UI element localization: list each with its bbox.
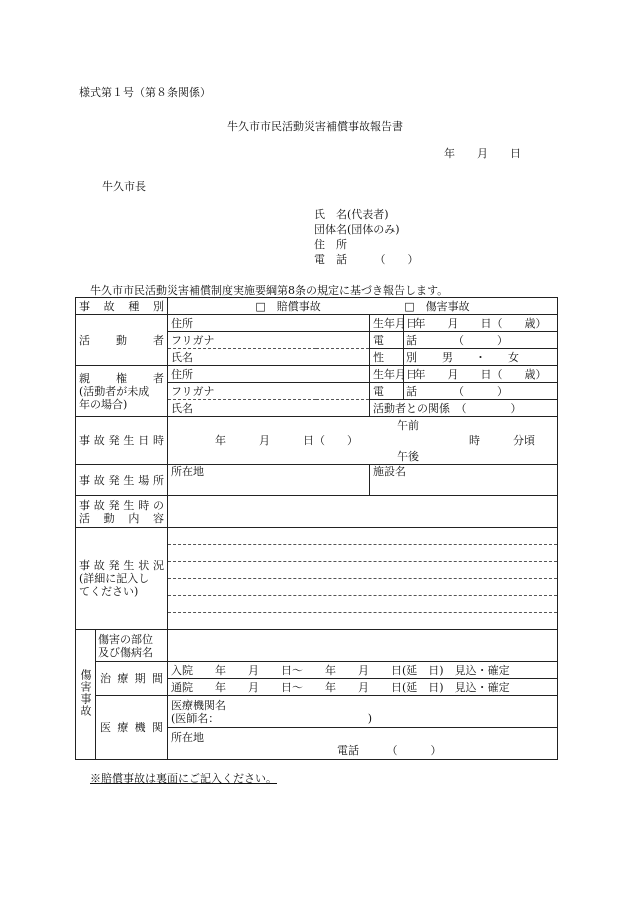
activity-label-line2: 活動内容 — [79, 511, 164, 525]
row-treatment-inpatient — [76, 662, 558, 679]
guardian-phone-field[interactable]: （ ） — [404, 383, 558, 400]
guardian-label — [76, 366, 168, 417]
row-hospital-name — [76, 696, 558, 728]
activist-gender-field[interactable]: 男 ・ 女 — [404, 349, 558, 366]
datetime-field[interactable] — [168, 417, 558, 465]
activity-field[interactable] — [168, 496, 558, 528]
report-form-table — [75, 297, 558, 760]
guardian-birth-label: 生年月日 — [370, 366, 404, 383]
document-title: 牛久市市民活動災害補償事故報告書 — [227, 120, 403, 133]
guardian-label-line2: (活動者が未成 — [79, 384, 150, 398]
situation-line — [168, 596, 557, 613]
situation-label-line3: てください) — [79, 585, 139, 598]
hospital-name-field[interactable] — [168, 696, 558, 728]
guardian-phone-label: 電 話 — [370, 383, 404, 400]
situation-field[interactable] — [168, 528, 558, 630]
hospital-address-text: 所在地 — [171, 730, 204, 744]
hospital-label: 医療機関 — [96, 696, 168, 760]
guardian-name-field[interactable]: 氏名 — [168, 400, 370, 417]
situation-line — [168, 613, 557, 629]
injury-part-label — [96, 630, 168, 662]
situation-label — [76, 528, 168, 630]
outpatient-field[interactable]: 通院 年 月 日～ 年 月 日(延 日) 見込・確定 — [168, 679, 558, 696]
guardian-relation-field[interactable]: 活動者との関係 （ ） — [370, 400, 558, 417]
doctor-name-text: (医師名： ) — [171, 711, 373, 725]
activist-birth-label: 生年月日 — [370, 315, 404, 332]
situation-label-line2: (詳細に記入し — [79, 572, 150, 585]
sender-address-field[interactable]: 住 所 — [314, 238, 347, 251]
sender-group-field[interactable]: 団体名(団体のみ) — [314, 223, 400, 236]
activist-phone-field[interactable]: （ ） — [404, 332, 558, 349]
guardian-birth-field[interactable]: 年 月 日（ 歳） — [404, 366, 558, 383]
activist-birth-field[interactable]: 年 月 日（ 歳） — [404, 315, 558, 332]
row-activity — [76, 496, 558, 528]
activist-phone-label: 電 話 — [370, 332, 404, 349]
row-accident-place — [76, 465, 558, 496]
datetime-am[interactable]: 午前 — [397, 418, 419, 432]
guardian-address-field[interactable]: 住所 — [168, 366, 370, 383]
datetime-time: 時 分頃 — [469, 433, 535, 447]
inpatient-field[interactable]: 入院 年 月 日～ 年 月 日(延 日) 見込・確定 — [168, 662, 558, 679]
activist-label: 活動者 — [76, 315, 168, 366]
activity-label — [76, 496, 168, 528]
accident-type-options — [168, 298, 558, 315]
injury-side-label — [76, 630, 96, 760]
row-accident-type — [76, 298, 558, 315]
activity-label-line1: 事故発生時の — [79, 498, 164, 512]
guardian-furigana-field[interactable]: フリガナ — [168, 383, 370, 400]
intro-text: 牛久市市民活動災害補償制度実施要綱第8条の規定に基づき報告します。 — [90, 284, 449, 297]
situation-line — [168, 545, 557, 562]
situation-line — [168, 579, 557, 596]
sender-name-field[interactable]: 氏 名(代表者) — [314, 208, 389, 221]
sender-phone-field[interactable]: 電 話 （ ） — [314, 253, 419, 266]
place-label: 事故発生場所 — [76, 465, 168, 496]
liability-checkbox[interactable]: □ 賠償事故 — [255, 299, 321, 313]
addressee: 牛久市長 — [102, 180, 146, 193]
row-injury-part — [76, 630, 558, 662]
injury-side-text: 傷害事故 — [79, 669, 92, 717]
hospital-phone-text: 電話 （ ） — [337, 743, 442, 757]
footnote: ※賠償事故は裏面にご記入ください。 — [90, 772, 277, 785]
datetime-label: 事故発生日時 — [76, 417, 168, 465]
form-number: 様式第１号（第８条関係） — [79, 86, 211, 99]
accident-type-label: 事故種別 — [76, 298, 168, 315]
place-location-field[interactable]: 所在地 — [168, 465, 370, 496]
treatment-label: 治療期間 — [96, 662, 168, 696]
guardian-label-line1: 親 権 者 — [79, 371, 164, 385]
situation-label-line1: 事故発生状況 — [79, 559, 164, 572]
datetime-pm[interactable]: 午後 — [397, 449, 419, 463]
place-facility-field[interactable]: 施設名 — [370, 465, 558, 496]
situation-line — [168, 562, 557, 579]
activist-gender-label: 性 別 — [370, 349, 404, 366]
row-situation — [76, 528, 558, 630]
injury-part-line1: 傷害の部位 — [98, 632, 153, 646]
hospital-name-text: 医療機関名 — [171, 698, 226, 712]
guardian-label-line3: 年の場合) — [79, 397, 128, 411]
row-guardian-address — [76, 366, 558, 383]
row-activist-address — [76, 315, 558, 332]
activist-address-field[interactable]: 住所 — [168, 315, 370, 332]
hospital-address-field[interactable] — [168, 728, 558, 760]
activist-name-field[interactable]: 氏名 — [168, 349, 370, 366]
injury-part-field[interactable] — [168, 630, 558, 662]
injury-checkbox[interactable]: □ 傷害事故 — [404, 299, 470, 313]
injury-part-line2: 及び傷病名 — [98, 645, 153, 659]
sender-block — [314, 207, 419, 267]
situation-line — [168, 528, 557, 545]
datetime-date: 年 月 日（ ） — [215, 433, 358, 447]
activist-furigana-field[interactable]: フリガナ — [168, 332, 370, 349]
report-date: 年 月 日 — [444, 147, 521, 160]
row-accident-datetime — [76, 417, 558, 465]
